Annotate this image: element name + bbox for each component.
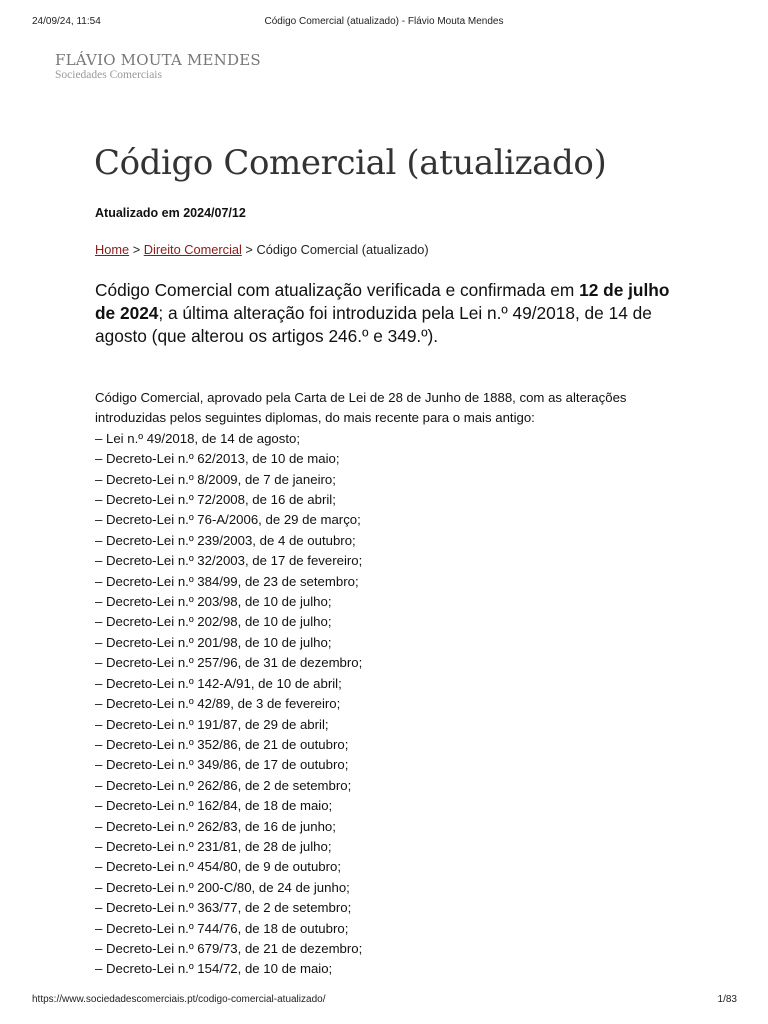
lead-paragraph <box>95 279 675 348</box>
decree-list-item: – Decreto-Lei n.º 32/2003, de 17 de fevereiro; <box>95 553 363 569</box>
decree-list-item: – Decreto-Lei n.º 76-A/2006, de 29 de março; <box>95 512 361 528</box>
print-footer <box>0 994 768 1008</box>
decree-list <box>95 429 695 980</box>
decree-list-item: – Decreto-Lei n.º 162/84, de 18 de maio; <box>95 798 333 814</box>
lead-update-date: 12 de julho de 2024 <box>95 280 670 323</box>
print-date: 24/09/24, 11:54 <box>32 16 101 27</box>
decree-list-item: – Decreto-Lei n.º 8/2009, de 7 de janeiro; <box>95 471 336 487</box>
decree-list-item: – Decreto-Lei n.º 454/80, de 9 de outubro; <box>95 859 342 875</box>
decree-list-item: – Decreto-Lei n.º 384/99, de 23 de setembro; <box>95 573 359 589</box>
decree-list-item: – Decreto-Lei n.º 352/86, de 21 de outubro; <box>95 736 349 752</box>
decree-list-item: – Decreto-Lei n.º 257/96, de 31 de dezembro; <box>95 655 363 671</box>
decree-list-item: – Decreto-Lei n.º 62/2013, de 10 de maio; <box>95 451 340 467</box>
decree-list-item: – Decreto-Lei n.º 72/2008, de 16 de abril; <box>95 492 336 508</box>
decree-list-item: – Decreto-Lei n.º 262/83, de 16 de junho; <box>95 818 336 834</box>
decree-list-item: – Decreto-Lei n.º 744/76, de 18 de outubro; <box>95 920 349 936</box>
decree-list-item: – Decreto-Lei n.º 203/98, de 10 de julho; <box>95 594 332 610</box>
decree-list-item: – Decreto-Lei n.º 142-A/91, de 10 de abril; <box>95 675 342 691</box>
intro-paragraph: Código Comercial, aprovado pela Carta de Lei de 28 de Junho de 1888, com as alterações introduzidas pelos seguintes diplomas, do mais recente para o mais antigo: <box>95 390 627 426</box>
decree-list-item: – Decreto-Lei n.º 363/77, de 2 de setembro; <box>95 900 352 916</box>
article-body <box>95 388 695 980</box>
breadcrumb-home-link[interactable]: Home <box>95 242 130 257</box>
lead-text-end: ; a última alteração foi introduzida pela Lei n.º 49/2018, de 14 de agosto (que alterou os artigos 246.º e 349.º). <box>95 303 652 346</box>
print-header <box>0 16 768 30</box>
decree-list-item: – Decreto-Lei n.º 262/86, de 2 de setembro; <box>95 777 352 793</box>
decree-list-item: – Decreto-Lei n.º 679/73, de 21 de dezembro; <box>95 940 363 956</box>
decree-list-item: – Decreto-Lei n.º 202/98, de 10 de julho; <box>95 614 332 630</box>
lead-text-start: Código Comercial com atualização verificada e confirmada em <box>95 280 580 300</box>
breadcrumb <box>95 242 429 258</box>
print-url: https://www.sociedadescomerciais.pt/codigo-comercial-atualizado/ <box>32 994 326 1005</box>
site-title[interactable]: FLÁVIO MOUTA MENDES <box>55 51 261 69</box>
breadcrumb-separator: > <box>241 242 257 257</box>
breadcrumb-category-link[interactable]: Direito Comercial <box>143 242 242 257</box>
decree-list-item: – Decreto-Lei n.º 191/87, de 29 de abril; <box>95 716 329 732</box>
print-page-number: 1/83 <box>717 994 737 1005</box>
decree-list-item: – Decreto-Lei n.º 231/81, de 28 de julho; <box>95 838 332 854</box>
breadcrumb-current: Código Comercial (atualizado) <box>256 242 429 257</box>
site-brand[interactable] <box>55 51 261 81</box>
print-document-title: Código Comercial (atualizado) - Flávio Mouta Mendes <box>264 16 504 27</box>
decree-list-item: – Decreto-Lei n.º 42/89, de 3 de fevereiro; <box>95 696 341 712</box>
decree-list-item: – Decreto-Lei n.º 349/86, de 17 de outubro; <box>95 757 349 773</box>
decree-list-item: – Decreto-Lei n.º 200-C/80, de 24 de junho; <box>95 879 350 895</box>
site-tagline: Sociedades Comerciais <box>55 69 162 81</box>
breadcrumb-separator: > <box>129 242 144 257</box>
decree-list-item: – Decreto-Lei n.º 154/72, de 10 de maio; <box>95 961 333 977</box>
decree-list-item: – Lei n.º 49/2018, de 14 de agosto; <box>95 430 300 446</box>
updated-date: Atualizado em 2024/07/12 <box>95 206 246 220</box>
decree-list-item: – Decreto-Lei n.º 201/98, de 10 de julho; <box>95 634 332 650</box>
decree-list-item: – Decreto-Lei n.º 239/2003, de 4 de outubro; <box>95 532 356 548</box>
page-title: Código Comercial (atualizado) <box>94 143 607 183</box>
